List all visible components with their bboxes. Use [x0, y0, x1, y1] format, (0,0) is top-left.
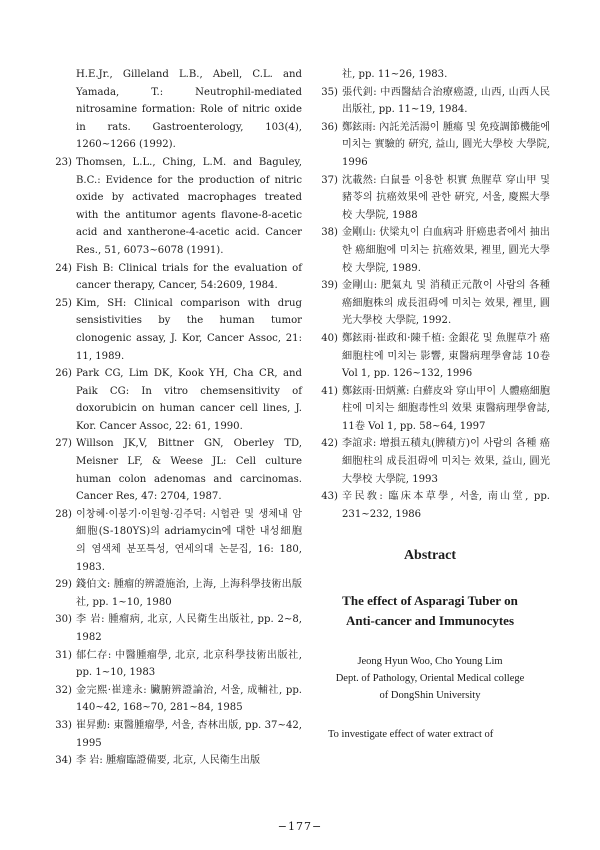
reference-list-left [44, 154, 302, 770]
reference-item [44, 717, 302, 752]
reference-item [310, 224, 550, 277]
reference-number: 33) [55, 719, 72, 731]
reference-number: 41) [321, 385, 338, 397]
reference-text: Kim, SH: Clinical comparison with drug sensistivities by the human tumor clonogenic assay, J. Kor, Cancer Assoc, 21: 11, 1989. [76, 297, 302, 362]
reference-text: 沈載然: 白鼠를 이용한 枳實 魚腥草 穿山甲 및 豬苓의 抗癌效果에 관한 硏究, 서울, 慶熙大學校 大學院, 1988 [342, 174, 550, 221]
reference-item [44, 752, 302, 770]
reference-number: 24) [55, 262, 72, 274]
reference-text: Willson JK,V, Bittner GN, Oberley TD, Meisner LF, & Weese JL: Cell culture human colon adenomas and carcinomas. Cancer Res, 47: 2704, 1987. [76, 438, 302, 503]
reference-number: 30) [55, 614, 72, 626]
reference-continuation: 社, pp. 11~26, 1983. [342, 69, 448, 80]
reference-text: 李誼求: 增損五積丸(脾積方)이 사람의 各種 癌細胞柱의 成長沮碍에 미치는 效果, 益山, 圓光大學校 大學院, 1993 [342, 438, 550, 485]
reference-item [44, 435, 302, 505]
reference-number: 29) [55, 579, 72, 591]
left-column [44, 66, 302, 770]
affiliation: of DongShin University [379, 690, 481, 702]
reference-item [310, 172, 550, 225]
abstract-text: To investigate effect of water extract of [328, 729, 494, 741]
reference-text: Thomsen, L.L., Ching, L.M. and Baguley, B.C.: Evidence for the production of nitric oxide by activated macrophages treated with the antitumor agents flavone-8-acetic acid and xantherone-4-acetic acid. Cancer Res., 51, 6073~6078 (1991). [76, 156, 302, 256]
reference-number: 40) [321, 332, 338, 344]
author-block [310, 653, 550, 704]
reference-text: Park CG, Lim DK, Kook YH, Cha CR, and Paik CG: In vitro chemsensitivity of doxorubicin on human cancer cell lines, J. Kor. Cancer Assoc, 22: 61, 1990. [76, 368, 302, 432]
reference-number: 25) [55, 297, 72, 309]
reference-item [310, 119, 550, 172]
reference-text: Fish B: Clinical trials for the evaluation of cancer therapy, Cancer, 54:2609, 1984. [76, 262, 302, 292]
affiliation: Dept. of Pathology, Oriental Medical college [335, 673, 525, 685]
reference-number: 43) [321, 491, 338, 503]
reference-item [310, 488, 550, 523]
reference-number: 42) [321, 438, 338, 450]
reference-item [44, 365, 302, 435]
reference-number: 37) [321, 174, 338, 186]
authors: Jeong Hyun Woo, Cho Young Lim [357, 656, 503, 668]
reference-item [310, 435, 550, 488]
reference-text: 鄭鉉雨·崔政和·陳千植: 金銀花 및 魚腥草가 癌細胞柱에 미치는 影響, 東醫病理學會誌 10卷 Vol 1, pp. 126~132, 1996 [342, 332, 550, 380]
reference-item [44, 506, 302, 576]
page-number: −177− [277, 820, 323, 833]
reference-number: 27) [55, 438, 72, 450]
reference-text: 金完熙·崔達永: 臟腑辨證論治, 서울, 成輔社, pp. 140~42, 168~70, 281~84, 1985 [76, 684, 302, 714]
reference-number: 28) [55, 508, 72, 520]
reference-continuation: H.E.Jr., Gilleland L.B., Abell, C.L. and Yamada, T.: Neutrophil-mediated nitrosamine formation: Role of nitric oxide in rats. Gastroenterology, 103(4), 1260~1266 (1992). [76, 69, 302, 151]
right-column [310, 66, 550, 744]
reference-text: 鄭鉉雨·田炳薰: 白蘚皮와 穿山甲이 人體癌細胞柱에 미치는 細胞毒性의 效果 東醫病理學會誌, 11卷 Vol 1, pp. 58~64, 1997 [342, 385, 550, 432]
reference-item [44, 154, 302, 260]
reference-item [44, 682, 302, 717]
reference-item [44, 295, 302, 365]
reference-item [310, 277, 550, 330]
paper-title-line: The effect of Asparagi Tuber on [342, 593, 518, 609]
reference-number: 39) [321, 280, 338, 292]
reference-text: 金剛山: 伏梁丸이 白血病과 肝癌患者에서 抽出한 癌細胞에 미치는 抗癌效果, 裡里, 圓光大學校 大學院, 1989. [342, 227, 550, 274]
reference-text: 李 岩: 腫瘤臨證備要, 北京, 人民衛生出版 [76, 755, 261, 767]
reference-number: 35) [321, 86, 338, 98]
reference-item [310, 383, 550, 436]
abstract-heading: Abstract [403, 548, 457, 564]
reference-item [310, 330, 550, 383]
reference-item [44, 647, 302, 682]
reference-text: 辛民敎: 臨床本草學, 서울, 南山堂, pp. 231~232, 1986 [342, 491, 550, 520]
reference-number: 32) [55, 684, 72, 696]
reference-item [44, 611, 302, 646]
reference-number: 36) [321, 121, 338, 133]
reference-text: 錢伯文: 腫瘤的辨證施治, 上海, 上海科學技術出版社, pp. 1~10, 1980 [76, 579, 302, 608]
reference-text: 金剛山: 肥氣丸 및 消積正元散이 사람의 各種 癌細胞株의 成長沮碍에 미치는 效果, 裡里, 圓光大學校 大學院, 1992. [342, 280, 550, 327]
reference-number: 26) [55, 368, 72, 380]
reference-item [44, 576, 302, 611]
reference-text: 鄭鉉雨: 內託羌活湯이 腫瘍 및 免疫調節機能에 미치는 實驗的 硏究, 益山, 圓光大學校 大學院, 1996 [342, 121, 550, 168]
reference-list-right [310, 84, 550, 524]
reference-number: 34) [55, 755, 72, 767]
reference-number: 38) [321, 227, 338, 239]
reference-number: 31) [55, 649, 72, 661]
reference-text: 李 岩: 腫瘤病, 北京, 人民衛生出版社, pp. 2~8, 1982 [76, 614, 302, 643]
reference-text: 張代釗: 中西醫結合治療癌證, 山西, 山西人民出版社, pp. 11~19, 1984. [342, 86, 550, 116]
reference-text: 이창혜·이봉기·이원형·김주덕: 시험관 및 생체내 암細胞(S-180YS)의 adriamycin에 대한 내성細胞의 염색체 분포특성, 연세의대 논문집, 16: 180, 1983. [76, 508, 302, 573]
reference-number: 23) [55, 156, 72, 168]
reference-text: 崔昇勳: 東醫腫瘤學, 서울, 杏林出版, pp. 37~42, 1995 [76, 719, 302, 749]
paper-title [310, 591, 550, 631]
reference-item [310, 84, 550, 119]
reference-text: 郁仁存: 中醫腫瘤學, 北京, 北京科學技術出版社, pp. 1~10, 1983 [76, 649, 302, 679]
reference-item [44, 260, 302, 295]
paper-title-line: Anti-cancer and Immunocytes [345, 613, 515, 629]
